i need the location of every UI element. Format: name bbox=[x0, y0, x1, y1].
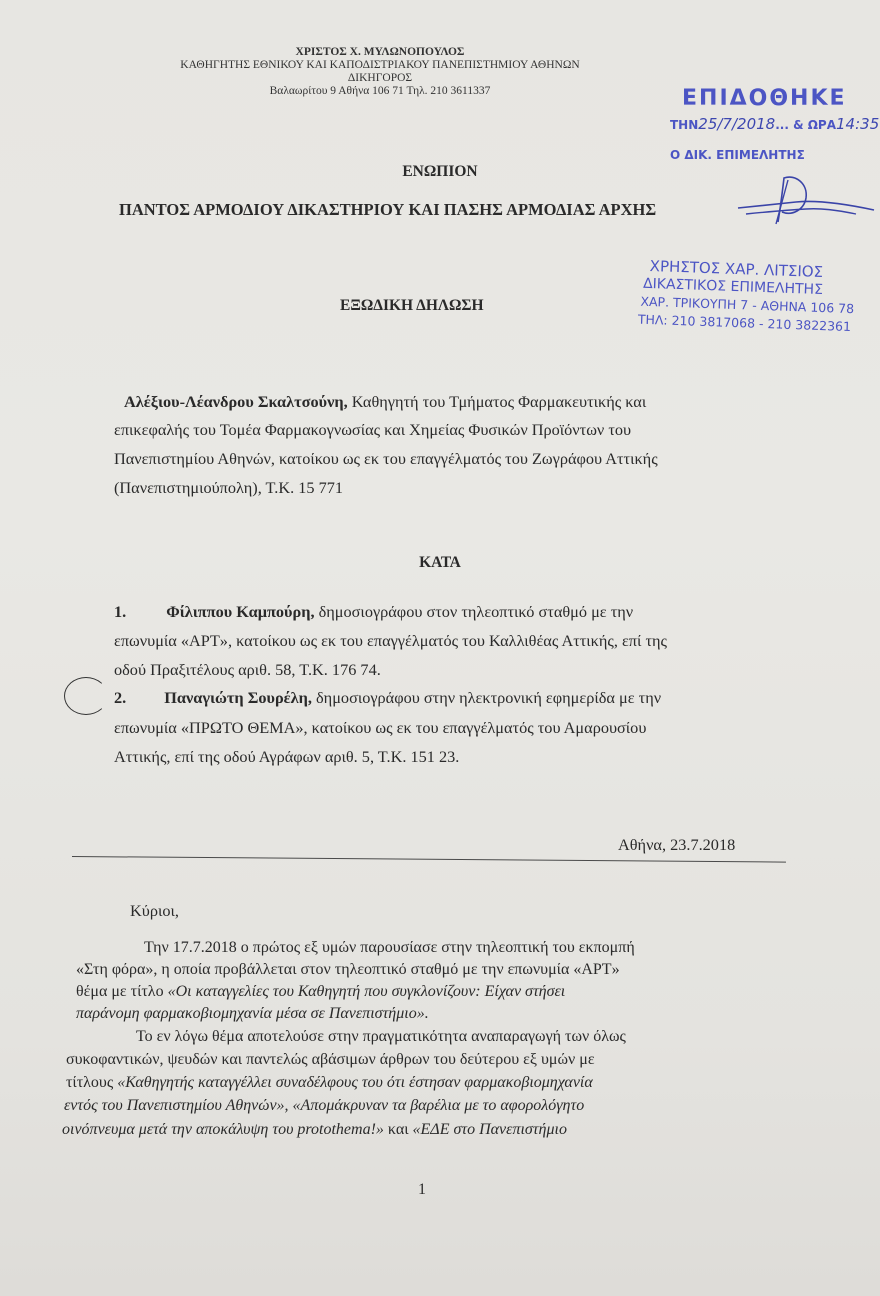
bailiff-stamp-line: ΧΑΡ. ΤΡΙΚΟΥΠΗ 7 - ΑΘΗΝΑ 106 78 bbox=[640, 293, 855, 317]
page-number: 1 bbox=[418, 1181, 426, 1198]
lawyer-address: Βαλαωρίτου 9 Αθήνα 106 71 Τηλ. 210 3611337 bbox=[269, 85, 491, 97]
quoted-title: «Οι καταγγελίες του Καθηγητή που συγκλονίζουν: Είχαν στήσει bbox=[167, 983, 566, 1000]
service-stamp bbox=[630, 86, 880, 166]
respondent-name: Παναγιώτη Σουρέλη, bbox=[164, 688, 312, 707]
heading-court: ΠΑΝΤΟΣ ΑΡΜΟΔΙΟΥ ΔΙΚΑΣΤΗΡΙΟΥ ΚΑΙ ΠΑΣΗΣ ΑΡΜΟΔΙΑΣ ΑΡΧΗΣ bbox=[119, 200, 657, 219]
claimant-line: Πανεπιστημίου Αθηνών, κατοίκου ως εκ του επαγγέλματός του Ζωγράφου Αττικής bbox=[114, 449, 658, 468]
lawyer-title: ΚΑΘΗΓΗΤΗΣ ΕΘΝΙΚΟΥ ΚΑΙ ΚΑΠΟΔΙΣΤΡΙΑΚΟΥ ΠΑΝΕΠΙΣΤΗΜΙΟΥ ΑΘΗΝΩΝ bbox=[180, 59, 580, 71]
lawyer-name: ΧΡΙΣΤΟΣ Χ. ΜΥΛΩΝΟΠΟΥΛΟΣ bbox=[295, 46, 465, 58]
bailiff-stamp-line: ΧΡΗΣΤΟΣ ΧΑΡ. ΛΙΤΣΙΟΣ bbox=[649, 257, 824, 282]
quoted-title: «Καθηγητής καταγγέλλει συναδέλφους του ότι έστησαν φαρμακοβιομηχανία bbox=[117, 1074, 593, 1091]
respondent-1: 1. Φίλιππου Καμπούρη, δημοσιογράφου στον τηλεοπτικό σταθμό με την bbox=[114, 602, 634, 621]
service-stamp-officer: Ο ΔΙΚ. ΕΠΙΜΕΛΗΤΗΣ bbox=[670, 148, 805, 162]
paragraph-1-line: Την 17.7.2018 ο πρώτος εξ υμών παρουσίασε στην τηλεοπτική του εκπομπή bbox=[144, 939, 635, 956]
respondent-line: Αττικής, επί της οδού Αγράφων αριθ. 5, Τ.Κ. 151 23. bbox=[114, 747, 460, 766]
respondent-name: Φίλιππου Καμπούρη, bbox=[166, 602, 315, 621]
paragraph-2-line: τίτλους «Καθηγητής καταγγέλλει συναδέλφους του ότι έστησαν φαρμακοβιομηχανία bbox=[66, 1074, 593, 1091]
paragraph-1-line: θέμα με τίτλο «Οι καταγγελίες του Καθηγητή που συγκλονίζουν: Είχαν στήσει bbox=[76, 983, 566, 1000]
handwritten-time: 14:35 bbox=[836, 115, 880, 133]
respondent-number: 2. bbox=[114, 688, 127, 707]
service-stamp-title: ΕΠΙΔΟΘΗΚΕ bbox=[682, 86, 847, 111]
handwritten-circle bbox=[64, 677, 108, 715]
heading-before: ΕΝΩΠΙΟΝ bbox=[402, 163, 478, 180]
place-date: Αθήνα, 23.7.2018 bbox=[618, 835, 736, 854]
paragraph-1-line: «Στη φόρα», η οποία προβάλλεται στον τηλεοπτικό σταθμό με την επωνυμία «ΑΡΤ» bbox=[76, 961, 620, 978]
heading-doc-type: ΕΞΩΔΙΚΗ ΔΗΛΩΣΗ bbox=[340, 297, 484, 314]
paragraph-2-line: συκοφαντικών, ψευδών και παντελώς αβάσιμων άρθρων του δεύτερου εξ υμών με bbox=[66, 1051, 595, 1068]
claimant-line: επικεφαλής του Τομέα Φαρμακογνωσίας και Χημείας Φυσικών Προϊόντων του bbox=[114, 420, 632, 439]
respondent-line: οδού Πραξιτέλους αριθ. 58, Τ.Κ. 176 74. bbox=[114, 660, 381, 679]
handwritten-date: 25/7/2018 bbox=[698, 115, 776, 133]
respondent-2: 2. Παναγιώτη Σουρέλη, δημοσιογράφου στην ηλεκτρονική εφημερίδα με την bbox=[114, 688, 662, 707]
quoted-title: παράνομη φαρμακοβιομηχανία μέσα σε Πανεπιστήμιο». bbox=[76, 1005, 429, 1022]
quoted-title: εντός του Πανεπιστημίου Αθηνών», «Απομάκρυναν τα βαρέλια με το αφορολόγητο bbox=[64, 1097, 585, 1114]
paragraph-2-line: οινόπνευμα μετά την αποκάλυψη του protothema!» και «ΕΔΕ στο Πανεπιστήμιο bbox=[62, 1121, 567, 1138]
lawyer-profession: ΔΙΚΗΓΟΡΟΣ bbox=[347, 72, 413, 84]
salutation: Κύριοι, bbox=[130, 901, 179, 920]
bailiff-stamp-line: ΤΗΛ: 210 3817068 - 210 3822361 bbox=[637, 311, 852, 334]
claimant-block: Αλέξιου-Λέανδρου Σκαλτσούνη, Καθηγητή του Τμήματος Φαρμακευτικής και bbox=[124, 392, 647, 411]
bailiff-stamp bbox=[637, 257, 856, 335]
respondent-number: 1. bbox=[114, 602, 127, 621]
claimant-name: Αλέξιου-Λέανδρου Σκαλτσούνη, bbox=[124, 392, 348, 411]
respondent-line: επωνυμία «ΑΡΤ», κατοίκου ως εκ του επαγγέλματός του Καλλιθέας Αττικής, επί της bbox=[114, 631, 667, 650]
bailiff-stamp-line: ΔΙΚΑΣΤΙΚΟΣ ΕΠΙΜΕΛΗΤΗΣ bbox=[642, 275, 824, 298]
claimant-line: (Πανεπιστημιούπολη), Τ.Κ. 15 771 bbox=[114, 478, 344, 497]
respondent-line: επωνυμία «ΠΡΩΤΟ ΘΕΜΑ», κατοίκου ως εκ του επαγγέλματός του Αμαρουσίου bbox=[114, 718, 647, 737]
paragraph-2-line: Το εν λόγω θέμα αποτελούσε στην πραγματικότητα αναπαραγωγή των όλως bbox=[136, 1028, 626, 1045]
service-stamp-datetime: ΤΗΝ25/7/2018... & ΩΡΑ14:35 bbox=[670, 115, 880, 133]
heading-against: ΚΑΤΑ bbox=[419, 554, 461, 571]
